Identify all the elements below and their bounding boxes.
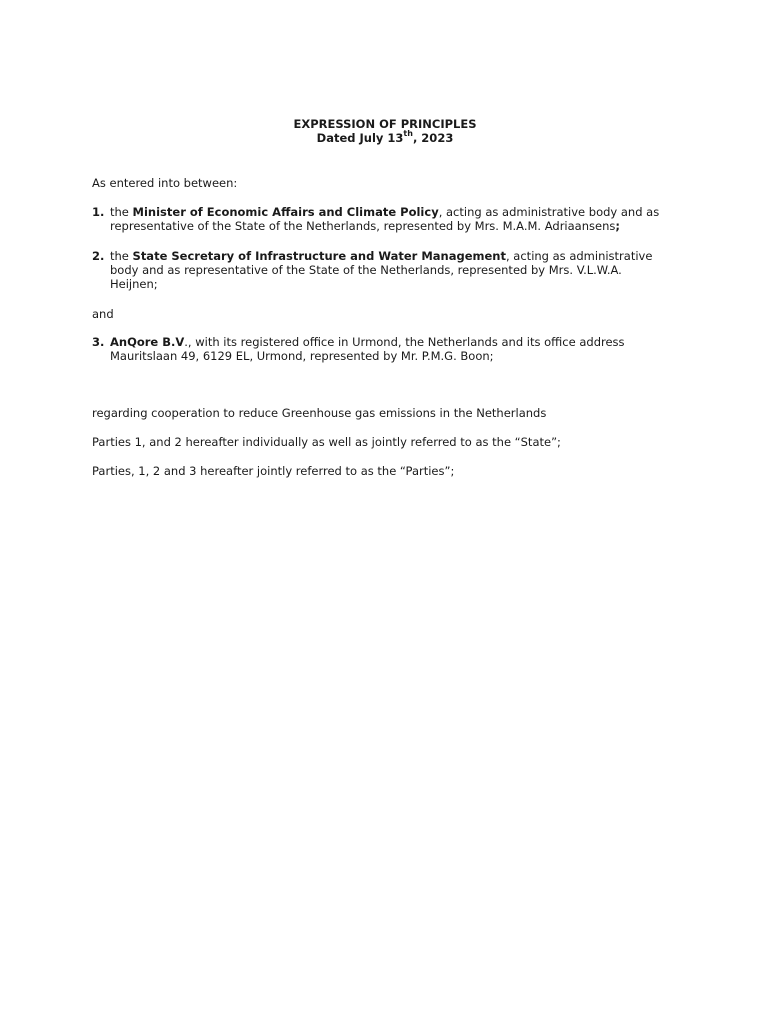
party-name: Minister of Economic Affairs and Climate Policy: [132, 205, 439, 219]
party-item-3: [92, 335, 672, 363]
title-text: EXPRESSION OF PRINCIPLES: [293, 117, 477, 131]
party-name: AnQore B.V: [110, 335, 185, 349]
party-name: State Secretary of Infrastructure and Water Management: [132, 249, 506, 263]
party-text-line1: , acting as administrative: [506, 249, 653, 263]
date-superscript: th: [403, 129, 413, 139]
party-text-line1: , acting as administrative body and as: [438, 205, 660, 219]
document-date: [0, 131, 770, 145]
parties-clause: Parties, 1, 2 and 3 hereafter jointly referred to as the “Parties”;: [92, 464, 455, 478]
party-end: ;: [615, 219, 620, 233]
party-item-1: [92, 205, 672, 233]
party-text-line2: representative of the State of the Netherlands, represented by Mrs. M.A.M. Adriaansens: [110, 219, 616, 233]
party-number: 2.: [92, 249, 105, 263]
document-title: [0, 117, 770, 131]
state-clause: Parties 1, and 2 hereafter individually as well as jointly referred to as the “State”;: [92, 435, 561, 449]
party-lead: the: [110, 205, 133, 219]
intro-text: As entered into between:: [92, 176, 238, 190]
party-text-line3: Heijnen;: [110, 277, 158, 291]
regarding-text: regarding cooperation to reduce Greenhouse gas emissions in the Netherlands: [92, 406, 547, 420]
and-text: and: [92, 307, 114, 321]
party-number: 3.: [92, 335, 105, 349]
party-text-line2: Mauritslaan 49, 6129 EL, Urmond, represented by Mr. P.M.G. Boon;: [110, 349, 494, 363]
date-suffix: , 2023: [412, 131, 454, 145]
party-lead: the: [110, 249, 133, 263]
party-number: 1.: [92, 205, 105, 219]
party-text-line2: body and as representative of the State of the Netherlands, represented by Mrs. V.L.W.A.: [110, 263, 622, 277]
party-text-line1: ., with its registered office in Urmond, the Netherlands and its office address: [184, 335, 625, 349]
party-item-2: [92, 249, 672, 291]
date-prefix: Dated July 13: [316, 131, 404, 145]
